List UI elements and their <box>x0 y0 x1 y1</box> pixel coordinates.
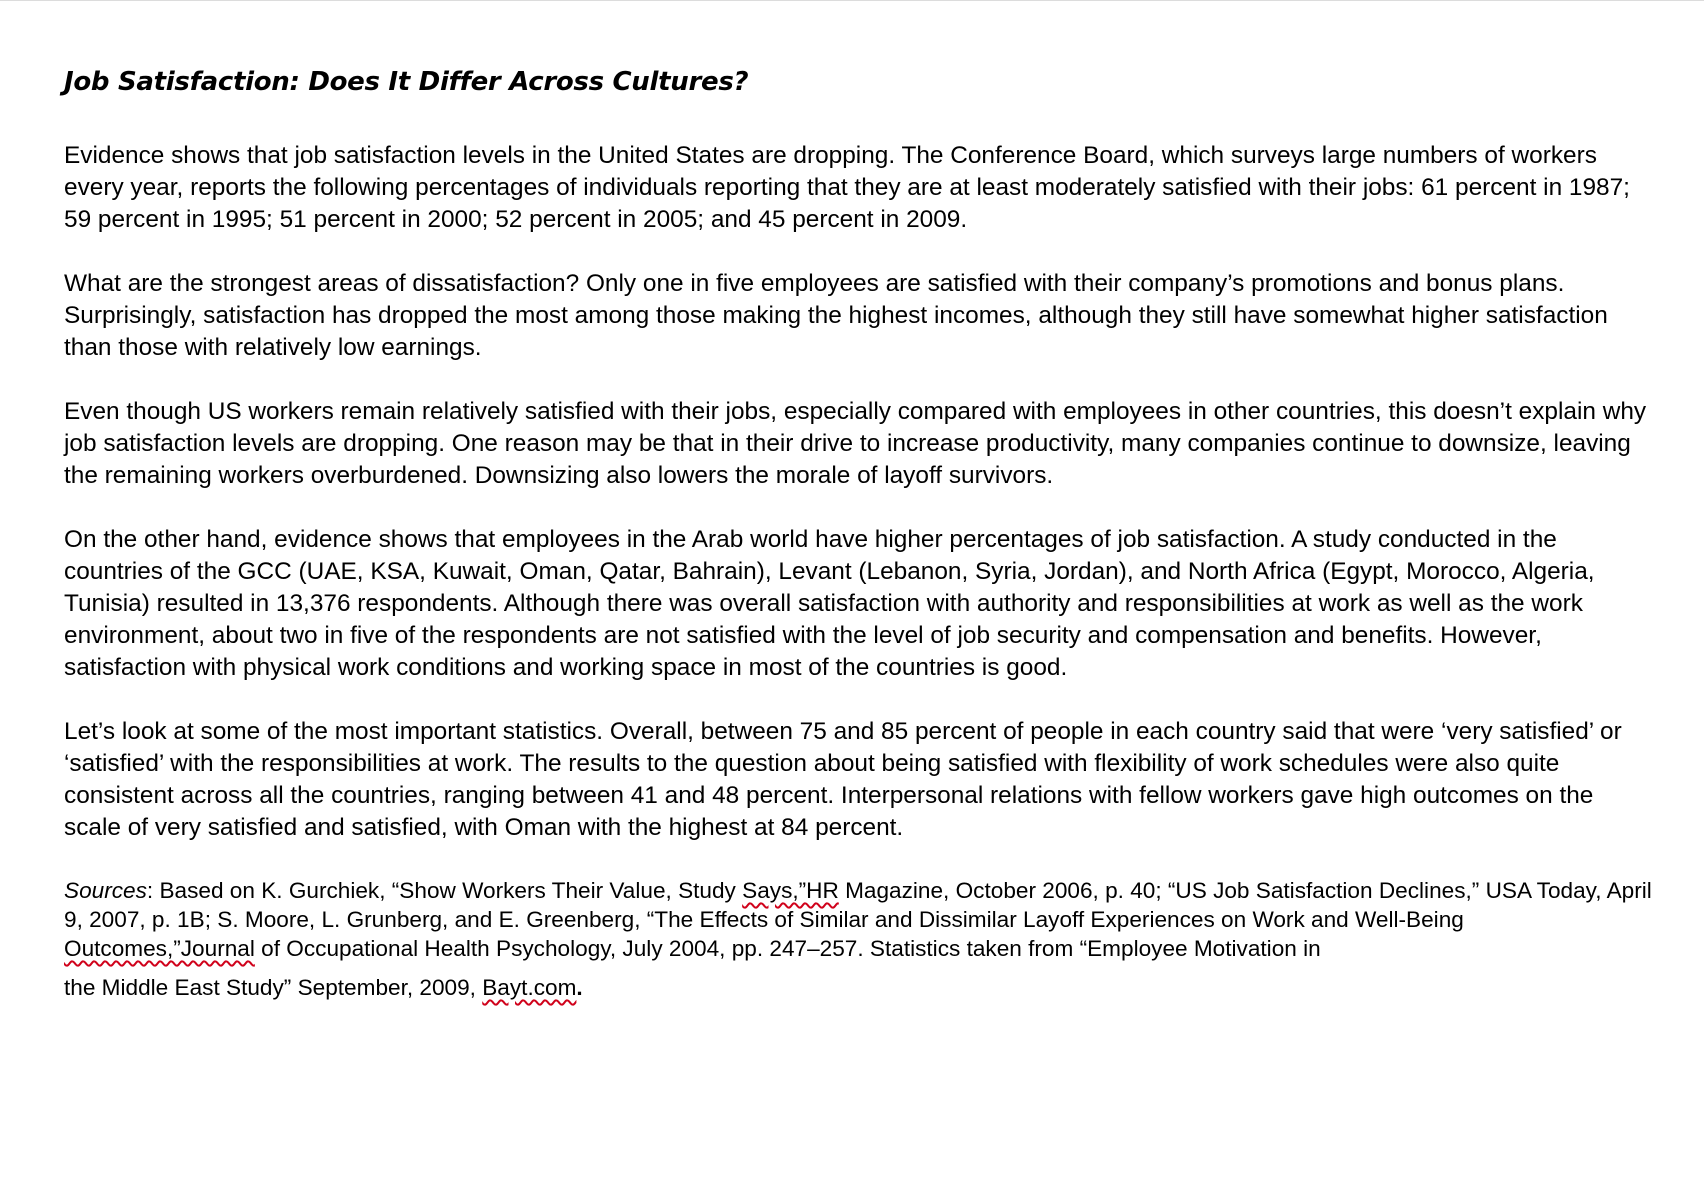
spellcheck-flagged-word: Says,”HR <box>742 878 839 903</box>
sources-citation <box>64 876 1654 1002</box>
paragraph-downsizing: Even though US workers remain relatively satisfied with their jobs, especially compared with employees in other countries, this doesn’t explain why job satisfaction levels are dropping. One reason may be that in their drive to increase productivity, many companies continue to downsize, leaving the remaining workers overburdened. Downsizing also lowers the morale of layoff survivors. <box>64 398 1647 489</box>
sources-text-part-4: the Middle East Study” September, 2009, <box>64 975 483 1000</box>
sources-text-part-3: of Occupational Health Psychology, July 2004, pp. 247–257. Statistics taken from “Employee Motivation in <box>254 936 1321 961</box>
paragraph-arab-world-study: On the other hand, evidence shows that employees in the Arab world have higher percentages of job satisfaction. A study conducted in the countries of the GCC (UAE, KSA, Kuwait, Oman, Qatar, Bahrain), Levant (Lebanon, Syria, Jordan), and North Africa (Egypt, Morocco, Algeria, Tunisia) resulted in 13,376 respondents. Although there was overall satisfaction with authority and responsibilities at work as well as the work environment, about two in five of the respondents are not satisfied with the level of job security and compensation and benefits. However, satisfaction with physical work conditions and working space in most of the countries is good. <box>64 526 1595 681</box>
sources-text-part-1: : Based on K. Gurchiek, “Show Workers Their Value, Study <box>146 878 743 903</box>
spellcheck-flagged-word: Outcomes,”Journal <box>64 936 255 961</box>
paragraph-us-satisfaction-trend: Evidence shows that job satisfaction levels in the United States are dropping. The Conference Board, which surveys large numbers of workers every year, reports the following percentages of individuals reporting that they are at least moderately satisfied with their jobs: 61 percent in 1987; 59 percent in 1995; 51 percent in 2000; 52 percent in 2005; and 45 percent in 2009. <box>64 142 1630 233</box>
document-title: Job Satisfaction: Does It Differ Across Cultures? <box>64 67 749 97</box>
sources-end-period: . <box>576 975 583 1000</box>
spellcheck-flagged-word: Bayt.com <box>482 975 577 1000</box>
paragraph-key-statistics: Let’s look at some of the most important statistics. Overall, between 75 and 85 percent of people in each country said that were ‘very satisfied’ or ‘satisfied’ with the responsibilities at work. The results to the question about being satisfied with flexibility of work schedules were also quite consistent across all the countries, ranging between 41 and 48 percent. Interpersonal relations with fellow workers gave high outcomes on the scale of very satisfied and satisfied, with Oman with the highest at 84 percent. <box>64 718 1622 841</box>
sources-last-line <box>64 973 583 1002</box>
paragraph-areas-of-dissatisfaction: What are the strongest areas of dissatisfaction? Only one in five employees are satisfied with their company’s promotions and bonus plans. Surprisingly, satisfaction has dropped the most among those making the highest incomes, although they still have somewhat higher satisfaction than those with relatively low earnings. <box>64 270 1608 361</box>
sources-label: Sources <box>64 878 147 903</box>
document-page <box>64 62 1654 1002</box>
sources-text-part-2: Magazine, October 2006, p. 40; “US Job Satisfaction Declines,” USA Today, April 9, 2007, p. 1B; S. Moore, L. Grunberg, and E. Greenberg, “The Effects of Similar and Dissimilar Layoff Experiences on Work and Well-Being <box>64 878 1652 932</box>
page-top-rule <box>0 0 1704 1</box>
